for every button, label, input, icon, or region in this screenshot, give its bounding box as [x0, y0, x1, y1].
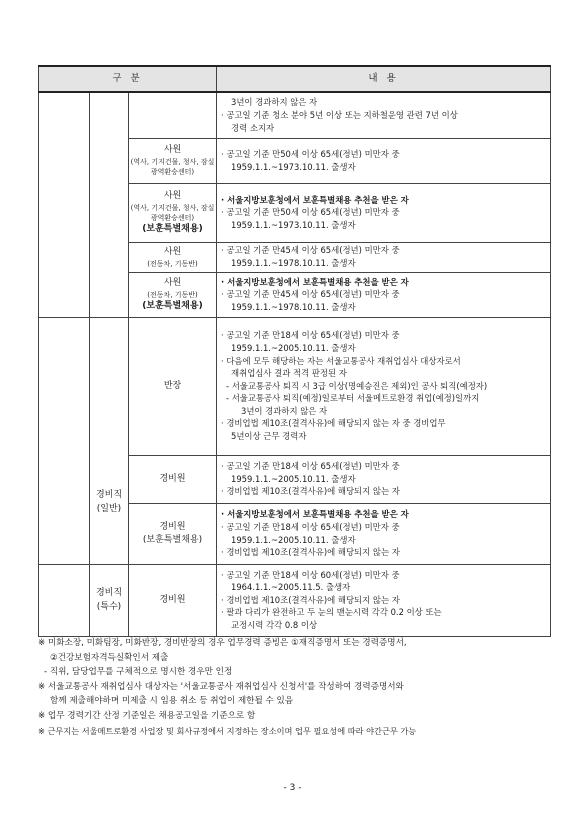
- position-title: 경비원: [159, 473, 186, 484]
- veteran-tag: (보훈특별채용): [142, 223, 203, 234]
- blank-cell: [39, 564, 90, 636]
- row-content: · 서울지방보훈청에서 보훈특별채용 추천을 받은 자 · 공고일 기준 만50세 이상 65세(정년) 미만자 중 1959.1.1.~1973.10.11. 출생자: [217, 183, 551, 242]
- veteran-tag: (보훈특별채용): [142, 300, 203, 311]
- position-location: (역사, 기지건물, 청사, 잠실광역환승센터): [130, 203, 215, 222]
- row-content: 3년이 경과하지 않은 자 · 공고일 기준 청소 분야 5년 이상 또는 지하철운영 관련 7년 이상 경력 소지자: [217, 92, 551, 138]
- row-content: · 공고일 기준 만18세 이상 60세(정년) 미만자 중 1964.1.1.~2005.11.5. 출생자 · 경비업법 제10조(결격사유)에 해당되지 않는 자 · 팔과 다리가 완전하고 두 눈의 맨눈시력 각각 0.2 이상 또는 교정시력 각각 0.8 이상: [217, 564, 551, 636]
- veteran-tag: (보훈특별채용): [142, 534, 203, 545]
- note-line: ※ 근무지는 서울메트로환경 사업장 및 회사규정에서 지정하는 장소이며 업무 필요성에 따라 야간근무 가능: [38, 725, 417, 736]
- position-cell: [129, 503, 217, 564]
- position-cell: [129, 317, 217, 455]
- blank-cell: [129, 92, 217, 138]
- row-content: · 서울지방보훈청에서 보훈특별채용 추천을 받은 자 · 공고일 기준 만45세 이상 65세(정년) 미만자 중 1959.1.1.~1978.10.11. 출생자: [217, 272, 551, 317]
- notes-section: [38, 636, 548, 738]
- position-cell: [129, 138, 217, 183]
- note-line: ※ 미화소장, 미화팀장, 미화반장, 경비반장의 경우 업무경력 증빙은 ①재직증명서 또는 경력증명서,: [38, 638, 407, 648]
- position-title: 사원: [163, 190, 182, 201]
- category-security-general: 경비직 (일반): [90, 317, 129, 564]
- position-cell: [129, 272, 217, 317]
- table-row: [39, 564, 551, 636]
- blank-cell: [90, 92, 129, 317]
- row-content: · 서울지방보훈청에서 보훈특별채용 추천을 받은 자 · 공고일 기준 만18세 이상 65세(정년) 미만자 중 1959.1.1.~2005.10.11. 출생자 · 경비업법 제10조(결격사유)에 해당되지 않는 자: [217, 503, 551, 564]
- position-location: (전동차, 기동반): [147, 290, 198, 299]
- header-category: 구 분: [39, 66, 217, 92]
- position-title: 반장: [163, 380, 182, 391]
- recruitment-qualification-table: [38, 65, 551, 637]
- position-title: 경비원: [159, 594, 186, 605]
- position-cell: [129, 242, 217, 272]
- position-cell: [129, 455, 217, 503]
- note-line: - 직위, 담당업무를 구체적으로 명시한 경우만 인정: [44, 667, 233, 678]
- position-title: 경비원: [159, 521, 186, 532]
- note-line: ※ 업무 경력기간 산정 기준일은 채용공고일을 기준으로 함: [38, 710, 256, 721]
- row-content: · 공고일 기준 만45세 이상 65세(정년) 미만자 중 1959.1.1.~1978.10.11. 출생자: [217, 242, 551, 272]
- blank-cell: [39, 92, 90, 317]
- position-title: 사원: [163, 145, 182, 155]
- note-line: ※ 서울교통공사 재취업심사 대상자는 '서울교통공사 재취업심사 신청서'를 작성하여 경력증명서와: [38, 681, 404, 692]
- table-row: [39, 317, 551, 455]
- note-line: ②건강보험자격득실확인서 제출: [50, 652, 169, 663]
- position-cell: [129, 183, 217, 242]
- position-cell: [129, 564, 217, 636]
- header-content: 내 용: [217, 66, 551, 92]
- row-content: · 공고일 기준 만18세 이상 65세(정년) 미만자 중 1959.1.1.~2005.10.11. 출생자 · 다음에 모두 해당하는 자는 서울교통공사 재취업심사 대상자로서 재취업심사 결과 적격 판정된 자 - 서울교통공사 퇴직 시 3급 이상(명예승진은 제외)인 공사 퇴직(예정자) - 서울교통공사 퇴직(예정)일로부터 서울메트로환경 취업(예정)일까지 3년이 경과하지 않은 자 · 경비업법 제10조(결격사유)에 해당되지 않는 자 중 경비업무 5년이상 근무 경력자: [217, 317, 551, 455]
- note-line: 함께 제출해야하며 미제출 시 임용 취소 등 취업이 제한될 수 있음: [50, 696, 294, 707]
- table-row: [39, 92, 551, 138]
- position-title: 사원: [163, 277, 182, 288]
- position-location: (역사, 기지건물, 청사, 잠실광역환승센터): [130, 158, 215, 176]
- position-title: 사원: [163, 246, 182, 257]
- category-security-special: 경비직 (특수): [90, 564, 129, 636]
- blank-cell: [39, 317, 90, 564]
- page-number: - 3 -: [283, 783, 302, 793]
- row-content: · 공고일 기준 만18세 이상 65세(정년) 미만자 중 1959.1.1.~2005.10.11. 출생자 · 경비업법 제10조(결격사유)에 해당되지 않는 자: [217, 455, 551, 503]
- table-header-row: [39, 66, 551, 92]
- position-location: (전동차, 기동반): [147, 259, 198, 268]
- row-content: · 공고일 기준 만50세 이상 65세(정년) 미만자 중 1959.1.1.~1973.10.11. 출생자: [217, 138, 551, 183]
